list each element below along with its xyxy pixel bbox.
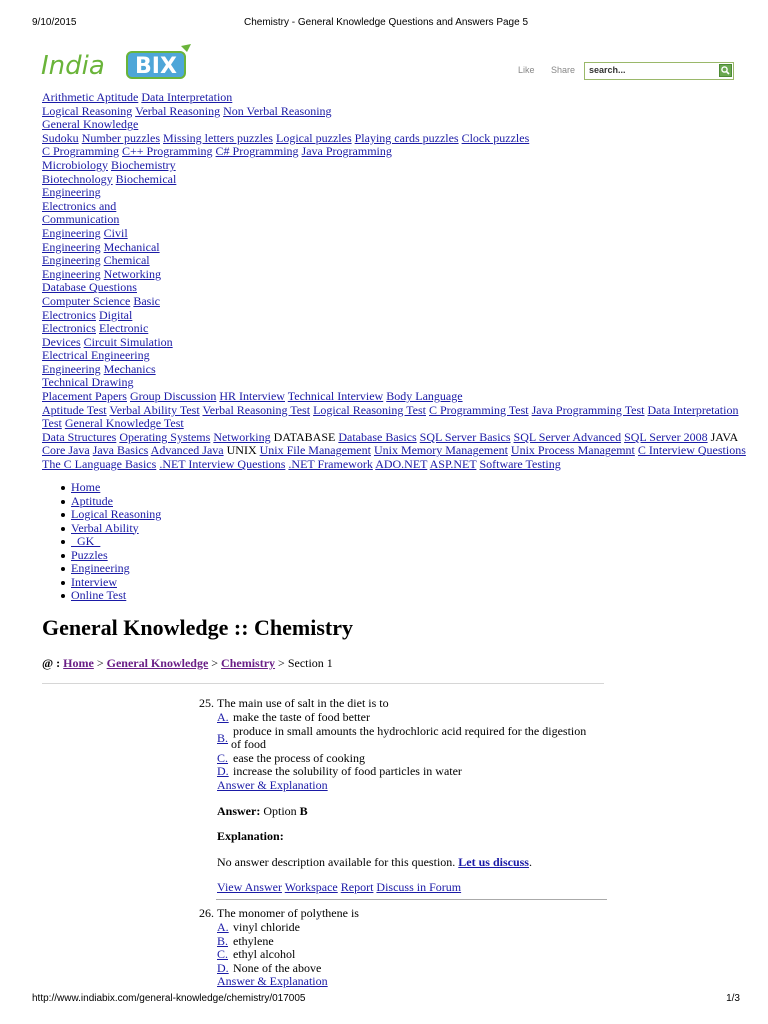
nav-link[interactable]: Java Programming	[301, 144, 392, 159]
options	[217, 711, 597, 895]
print-title: Chemistry - General Knowledge Questions and Answers Page 5	[243, 17, 529, 28]
question-number: 25.	[199, 696, 214, 710]
option-text: ease the process of cooking	[233, 750, 365, 765]
option-text: vinyl chloride	[233, 920, 300, 934]
nav-row	[42, 186, 732, 200]
nav-row	[42, 336, 732, 350]
nav-link[interactable]: Computer Science	[42, 293, 131, 308]
nav-row	[42, 91, 732, 105]
nav-row	[42, 458, 732, 472]
answer-explanation-link[interactable]: Answer & Explanation	[217, 777, 328, 792]
discuss-in-forum-link[interactable]: Discuss in Forum	[376, 880, 462, 895]
nav-link[interactable]: Biotechnology	[42, 171, 113, 186]
nav-link[interactable]: Logical Reasoning	[42, 103, 133, 118]
nav-link[interactable]: SQL Server Basics	[419, 429, 511, 444]
main-menu	[71, 481, 161, 603]
question-actions	[217, 881, 597, 895]
nav-link[interactable]: Engineering	[42, 185, 101, 200]
option-text: increase the solubility of food particles in water	[233, 764, 462, 779]
nav-row	[42, 145, 732, 159]
answer-value: Option	[263, 803, 297, 818]
nav-link[interactable]: SQL Server Advanced	[513, 429, 622, 444]
social-actions	[518, 64, 589, 78]
answer-label: Answer:	[217, 803, 261, 818]
nav-row	[42, 241, 732, 255]
option-letter[interactable]: C.	[217, 947, 229, 962]
menu-item	[71, 549, 161, 563]
nav-link[interactable]: Engineering	[42, 361, 101, 376]
breadcrumb-chemistry[interactable]: Chemistry	[221, 656, 276, 670]
nav-link[interactable]: Test	[42, 416, 62, 431]
nav-link[interactable]: Engineering	[42, 225, 101, 240]
nav-row	[42, 118, 732, 132]
nav-link[interactable]: Aptitude Test	[42, 402, 107, 417]
option-d[interactable]	[217, 962, 597, 976]
divider	[216, 899, 607, 900]
nav-link[interactable]: Sudoku	[42, 130, 79, 145]
menu-link[interactable]: GK	[71, 534, 101, 548]
search-input[interactable]	[585, 63, 717, 77]
nav-link[interactable]: Engineering	[42, 253, 101, 268]
search-button[interactable]	[719, 64, 732, 77]
share-button[interactable]: Share	[551, 65, 576, 75]
option-text: produce in small amounts the hydrochloric acid required for the digestion of food	[231, 723, 587, 752]
nav-row	[42, 200, 732, 214]
nav-row	[42, 268, 732, 282]
nav-row	[42, 402, 739, 418]
option-letter[interactable]: B.	[217, 730, 229, 745]
nav-link[interactable]: Mechanics	[103, 361, 156, 376]
nav-link[interactable]: Operating Systems	[119, 429, 211, 444]
nav-link[interactable]: Database Questions	[42, 280, 137, 295]
menu-item	[71, 535, 161, 549]
nav-link[interactable]: Electrical Engineering	[42, 348, 150, 363]
like-button[interactable]: Like	[518, 65, 535, 75]
breadcrumb-sep: >	[96, 656, 104, 670]
nav-link[interactable]: Java Programming Test	[531, 402, 645, 417]
nav-link[interactable]: Database Basics	[338, 429, 417, 444]
nav-category-label: JAVA	[710, 429, 739, 444]
menu-link[interactable]: Logical Reasoning	[71, 507, 162, 521]
nav-row	[42, 443, 746, 458]
menu-link[interactable]: Verbal Ability	[71, 520, 139, 535]
option-a[interactable]	[217, 921, 597, 935]
breadcrumb	[42, 657, 333, 671]
nav-link[interactable]: Electronics	[42, 307, 96, 322]
breadcrumb-sep: >	[211, 656, 219, 670]
nav-link[interactable]: Unix Process Managemnt	[510, 443, 635, 458]
category-links	[42, 90, 746, 472]
nav-link[interactable]: Electronic	[98, 321, 149, 336]
nav-link[interactable]: Technical Drawing	[42, 375, 134, 390]
nav-link[interactable]: Communication	[42, 212, 120, 227]
logo-text-bix: BIX	[135, 54, 177, 79]
workspace-link[interactable]: Workspace	[284, 880, 338, 895]
nav-link[interactable]: Biochemical	[115, 171, 177, 186]
let-us-discuss-link[interactable]: Let us discuss	[458, 854, 529, 869]
nav-link[interactable]: C# Programming	[215, 144, 299, 159]
nav-link[interactable]: C++ Programming	[122, 144, 213, 159]
nav-link[interactable]: HR Interview	[219, 389, 285, 404]
nav-link[interactable]: C Interview Questions	[637, 443, 746, 458]
option-text: None of the above	[233, 960, 322, 975]
nav-link[interactable]: ASP.NET	[429, 457, 477, 472]
nav-link[interactable]: Engineering	[42, 239, 101, 254]
question-text: The main use of salt in the diet is to	[217, 696, 389, 710]
nav-row	[42, 376, 732, 390]
nav-link[interactable]: General Knowledge	[42, 117, 139, 132]
nav-link[interactable]: Arithmetic Aptitude	[42, 90, 139, 104]
nav-link[interactable]: Clock puzzles	[461, 130, 530, 145]
nav-link[interactable]: Group Discussion	[129, 389, 217, 404]
nav-row	[42, 132, 732, 146]
nav-link[interactable]: The C Language Basics	[42, 457, 157, 472]
nav-link[interactable]: Verbal Reasoning	[135, 103, 221, 118]
nav-row	[42, 254, 732, 268]
explanation-text: No answer description available for this question.	[217, 854, 456, 869]
nav-link[interactable]: Mechanical	[103, 239, 160, 254]
nav-link[interactable]: Software Testing	[479, 457, 561, 472]
nav-link[interactable]: Logical Reasoning Test	[313, 402, 426, 417]
nav-row	[42, 429, 739, 445]
nav-link[interactable]: Digital	[98, 307, 133, 322]
nav-link[interactable]: Electronics and	[42, 198, 117, 213]
nav-row	[42, 173, 732, 187]
nav-link[interactable]: Missing letters puzzles	[163, 130, 273, 145]
breadcrumb-section: > Section 1	[278, 656, 333, 670]
option-letter[interactable]: D.	[217, 960, 229, 975]
nav-link[interactable]: Electronics	[42, 321, 96, 336]
nav-link[interactable]: Engineering	[42, 266, 101, 281]
indiabix-logo[interactable]	[41, 42, 201, 86]
answer-line	[217, 805, 597, 819]
nav-link[interactable]: .NET Framework	[288, 457, 373, 472]
logo-spark-icon	[181, 44, 191, 52]
nav-link[interactable]: Chemical	[103, 253, 150, 268]
nav-row	[42, 322, 732, 336]
page-title: General Knowledge :: Chemistry	[42, 615, 353, 640]
search-icon	[720, 65, 731, 76]
menu-item	[71, 481, 161, 495]
answer-option: B	[299, 803, 308, 818]
menu-item	[71, 495, 161, 509]
option-letter[interactable]: C.	[217, 750, 229, 765]
option-text: ethyl alcohol	[233, 947, 296, 962]
nav-link[interactable]: Non Verbal Reasoning	[223, 103, 332, 118]
answer-explanation-link[interactable]: Answer & Explanation	[217, 974, 328, 989]
nav-row	[42, 227, 732, 241]
period: .	[528, 854, 532, 869]
breadcrumb-home[interactable]: Home	[63, 656, 94, 670]
nav-link[interactable]: Advanced Java	[150, 443, 224, 458]
option-b[interactable]	[217, 935, 597, 949]
nav-link[interactable]: Body Language	[386, 389, 463, 404]
nav-row	[42, 309, 732, 323]
option-text: ethylene	[233, 933, 274, 948]
nav-link[interactable]: Biochemistry	[111, 157, 176, 172]
nav-link[interactable]: .NET Interview Questions	[159, 457, 286, 472]
divider	[42, 683, 604, 684]
option-text: make the taste of food better	[233, 710, 370, 724]
logo-text-india: India	[41, 51, 105, 81]
option-d[interactable]	[217, 765, 597, 779]
menu-link[interactable]: Home	[71, 480, 101, 494]
nav-link[interactable]: Verbal Ability Test	[109, 402, 200, 417]
nav-link[interactable]: Circuit Simulation	[83, 334, 173, 349]
nav-row	[42, 159, 732, 173]
nav-link[interactable]: General Knowledge Test	[64, 416, 184, 431]
nav-row	[42, 213, 732, 227]
menu-link[interactable]: Aptitude	[71, 493, 113, 508]
nav-link[interactable]: Civil	[103, 225, 128, 240]
nav-link[interactable]: SQL Server 2008	[624, 429, 708, 444]
menu-item	[71, 589, 161, 603]
nav-row	[42, 349, 732, 363]
nav-link[interactable]: Devices	[42, 334, 81, 349]
nav-category-label: DATABASE	[273, 429, 336, 444]
nav-row	[42, 363, 732, 377]
nav-link[interactable]: Unix Memory Management	[373, 443, 508, 458]
view-answer-link[interactable]: View Answer	[217, 880, 282, 895]
nav-row	[42, 390, 732, 404]
option-a[interactable]	[217, 711, 597, 725]
breadcrumb-general-knowledge[interactable]: General Knowledge	[106, 656, 209, 670]
menu-link[interactable]: Engineering	[71, 561, 130, 575]
nav-row	[42, 105, 732, 119]
nav-category-label: UNIX	[226, 443, 257, 458]
explanation-line	[217, 856, 597, 870]
menu-item	[71, 522, 161, 536]
report-link[interactable]: Report	[340, 880, 374, 895]
question-text: The monomer of polythene is	[217, 906, 359, 920]
menu-link[interactable]: Online Test	[71, 588, 127, 602]
nav-link[interactable]: Logical puzzles	[275, 130, 352, 145]
nav-link[interactable]: Number puzzles	[81, 130, 160, 145]
nav-row	[42, 281, 732, 295]
nav-link[interactable]: Verbal Reasoning Test	[202, 402, 311, 417]
nav-link[interactable]: Java Basics	[92, 443, 149, 458]
option-c[interactable]	[217, 752, 597, 766]
option-letter[interactable]: D.	[217, 764, 229, 779]
nav-link[interactable]: Unix File Management	[259, 443, 371, 458]
option-letter[interactable]: B.	[217, 933, 229, 948]
nav-link[interactable]: ADO.NET	[375, 457, 428, 472]
explanation-label: Explanation:	[217, 829, 284, 844]
option-letter[interactable]: A.	[217, 920, 229, 934]
nav-link[interactable]: Data Interpretation	[141, 90, 233, 104]
search-box	[584, 62, 734, 80]
option-c[interactable]	[217, 948, 597, 962]
breadcrumb-prefix: @ :	[42, 656, 61, 670]
options	[217, 921, 597, 989]
nav-link[interactable]: Networking	[103, 266, 161, 281]
nav-link[interactable]: C Programming Test	[428, 402, 529, 417]
nav-row	[42, 417, 732, 431]
print-date: 9/10/2015	[32, 17, 77, 28]
nav-link[interactable]: Microbiology	[42, 157, 108, 172]
print-header	[32, 17, 740, 31]
print-url: http://www.indiabix.com/general-knowledge/chemistry/017005	[32, 993, 306, 1004]
menu-item	[71, 576, 161, 590]
nav-link[interactable]: Technical Interview	[287, 389, 384, 404]
menu-item	[71, 562, 161, 576]
menu-link[interactable]: Interview	[71, 574, 117, 589]
menu-item	[71, 508, 161, 522]
nav-link[interactable]: Networking	[213, 429, 271, 444]
nav-row	[42, 295, 732, 309]
nav-link[interactable]: Data Interpretation	[647, 402, 739, 417]
nav-link[interactable]: Placement Papers	[42, 389, 127, 404]
option-letter[interactable]: A.	[217, 710, 229, 724]
menu-link[interactable]: Puzzles	[71, 547, 108, 562]
nav-link[interactable]: Playing cards puzzles	[354, 130, 459, 145]
option-b[interactable]	[217, 725, 593, 752]
nav-link[interactable]: Basic	[133, 293, 160, 308]
question-number: 26.	[199, 906, 214, 920]
print-page-number: 1/3	[726, 993, 740, 1004]
nav-link[interactable]: C Programming	[42, 144, 119, 159]
nav-link[interactable]: Data Structures	[42, 429, 117, 444]
nav-link[interactable]: Core Java	[42, 443, 90, 458]
